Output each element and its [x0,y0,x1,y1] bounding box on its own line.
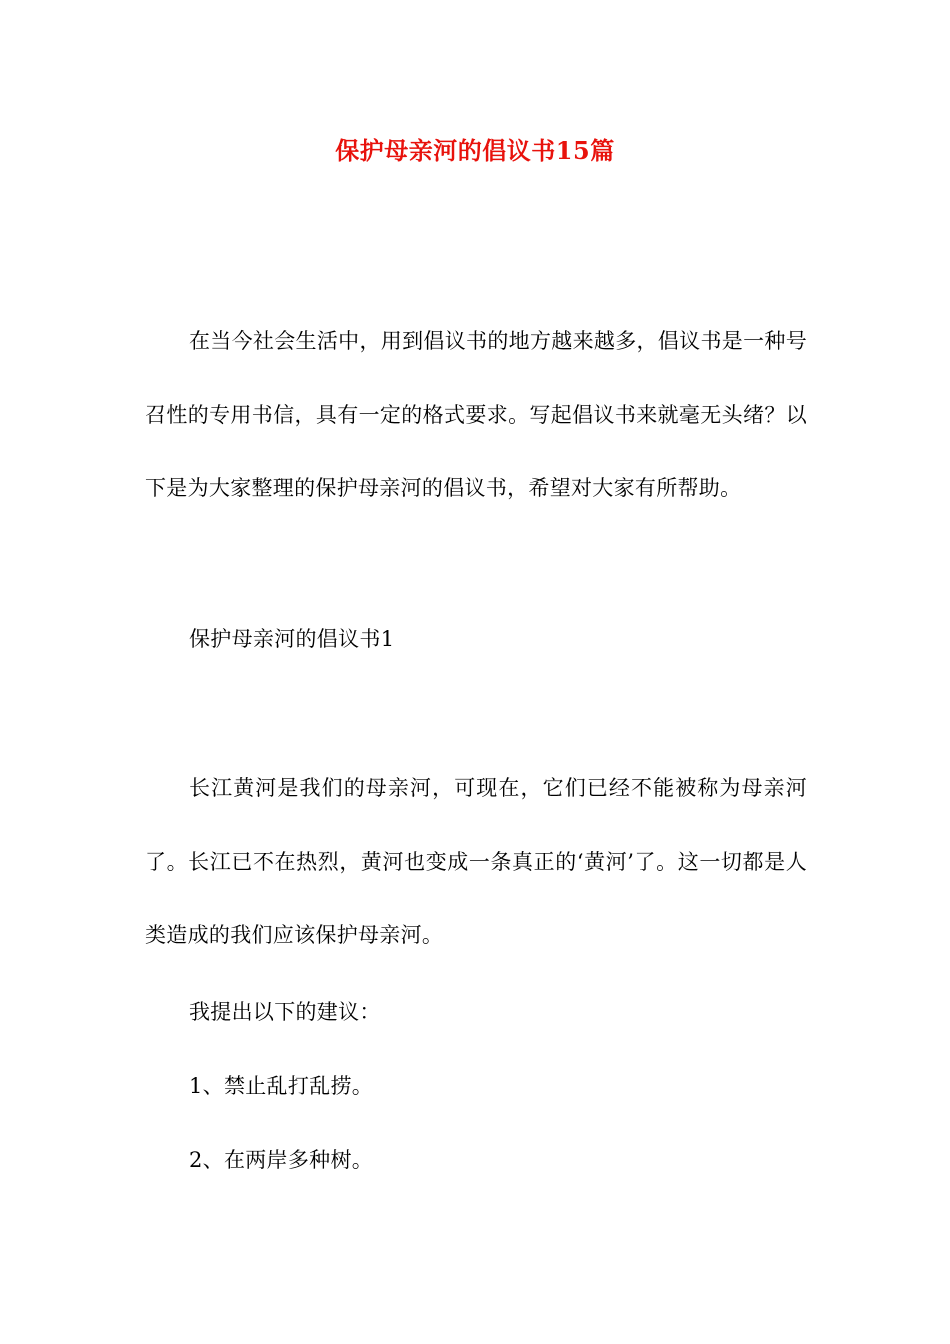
section-heading: 保护母亲河的倡议书1 [189,627,395,651]
suggestion-intro: 我提出以下的建议： [189,1000,381,1024]
document-title: 保护母亲河的倡议书15篇 [335,136,615,165]
suggestion-item-1: 1、禁止乱打乱捞。 [189,1074,374,1098]
suggestion-item-2: 2、在两岸多种树。 [189,1148,374,1172]
intro-paragraph: 在当今社会生活中，用到倡议书的地方越来越多，倡议书是一种号召性的专用书信，具有一定的格式要求。写起倡议书来就毫无头绪？以下是为大家整理的保护母亲河的倡议书，希望对大家有所帮助。 [145,329,807,500]
body-paragraph: 长江黄河是我们的母亲河，可现在，它们已经不能被称为母亲河了。长江已不在热烈，黄河也变成一条真正的‘黄河’了。这一切都是人类造成的我们应该保护母亲河。 [145,776,807,947]
